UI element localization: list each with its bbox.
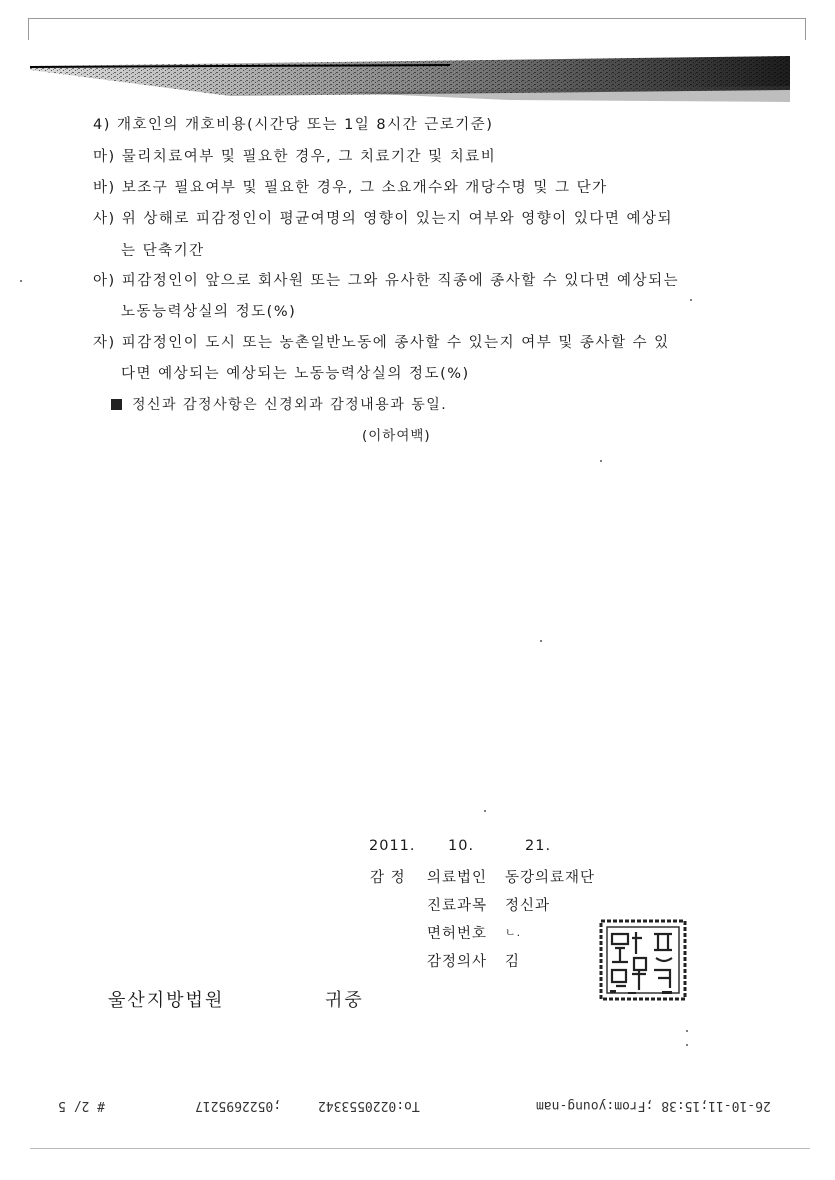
scan-speck bbox=[686, 1044, 688, 1046]
doctor-value: 김 bbox=[505, 954, 521, 970]
appraiser-label: 감 정 bbox=[370, 870, 406, 886]
date-year: 2011. bbox=[369, 838, 416, 854]
scan-speck bbox=[600, 460, 602, 462]
scan-speck bbox=[20, 280, 22, 282]
left-border-line bbox=[28, 18, 29, 40]
license-label: 면허번호 bbox=[427, 926, 488, 942]
corp-label: 의료법인 bbox=[427, 870, 488, 886]
item-line: 4) 개호인의 개호비용(시간당 또는 1일 8시간 근로기준) bbox=[93, 117, 494, 133]
date-day: 21. bbox=[525, 838, 552, 854]
doctor-label: 감정의사 bbox=[427, 954, 488, 970]
fax-recipient-number: To:0220553342 bbox=[318, 1098, 420, 1113]
fax-sender-number: ;0522695217 bbox=[195, 1098, 282, 1113]
top-border-line bbox=[28, 18, 806, 19]
scan-speck bbox=[540, 640, 542, 642]
official-seal bbox=[598, 918, 688, 1002]
date-month: 10. bbox=[448, 838, 475, 854]
scan-speck bbox=[690, 299, 692, 301]
scan-speck bbox=[686, 1030, 688, 1032]
note-text: 정신과 감정사항은 신경외과 감정내용과 동일. bbox=[132, 397, 448, 413]
dept-label: 진료과목 bbox=[427, 898, 488, 914]
dept-value: 정신과 bbox=[505, 898, 551, 914]
license-value: ㄴ. bbox=[505, 926, 522, 939]
bottom-border-line bbox=[30, 1148, 810, 1149]
item-continuation: 는 단축기간 bbox=[121, 243, 205, 259]
fax-page-number: # 2/ 5 bbox=[58, 1098, 105, 1113]
fax-timestamp: 26-10-11;15:38 ;From:young-nam bbox=[536, 1098, 771, 1113]
item-continuation: 다면 예상되는 예상되는 노동능력상실의 정도(%) bbox=[121, 366, 470, 382]
blank-below-marker: (이하여백) bbox=[362, 428, 431, 444]
item-line: 바) 보조구 필요여부 및 필요한 경우, 그 소요개수와 개당수명 및 그 단가 bbox=[93, 180, 608, 196]
item-line: 자) 피감정인이 도시 또는 농촌일반노동에 종사할 수 있는지 여부 및 종사할 수 있 bbox=[93, 335, 670, 351]
right-border-line bbox=[805, 18, 806, 40]
honorific: 귀중 bbox=[325, 990, 364, 1011]
item-line: 아) 피감정인이 앞으로 회사원 또는 그와 유사한 직종에 종사할 수 있다면 예상되는 bbox=[93, 273, 680, 289]
court-name: 울산지방법원 bbox=[108, 990, 225, 1011]
bullet-square-icon bbox=[111, 399, 122, 410]
item-continuation: 노동능력상실의 정도(%) bbox=[121, 304, 297, 320]
item-line: 사) 위 상해로 피감정인이 평균여명의 영향이 있는지 여부와 영향이 있다면 예상되 bbox=[93, 211, 673, 227]
fax-scan-band bbox=[30, 56, 790, 108]
item-line: 마) 물리치료여부 및 필요한 경우, 그 치료기간 및 치료비 bbox=[93, 149, 497, 165]
scan-speck bbox=[484, 810, 486, 812]
corp-value: 동강의료재단 bbox=[505, 870, 596, 886]
psychiatry-note bbox=[111, 394, 447, 414]
